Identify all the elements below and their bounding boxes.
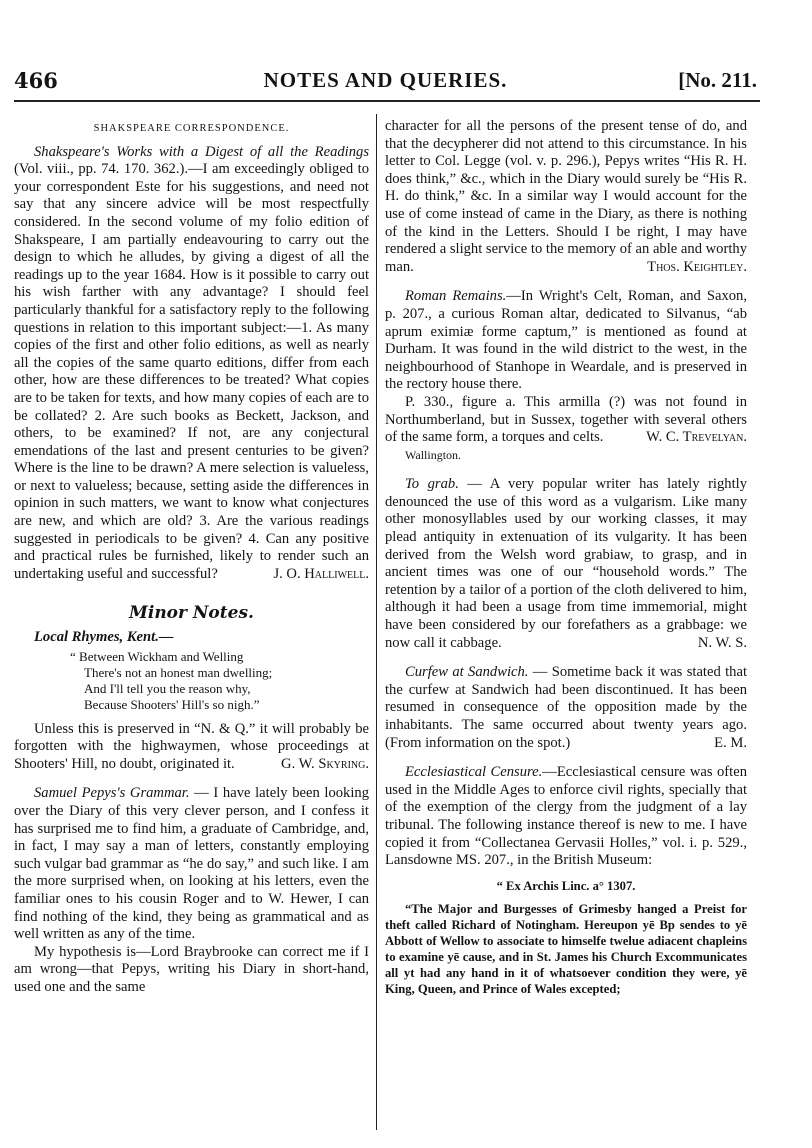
pepys-title: Samuel Pepys's Grammar. <box>34 785 190 802</box>
roman-body: —In Wright's Celt, Roman, and Saxon, p. 207., a curious Roman altar, dedicated to Silvanus, “ab aprum eximiæ forme captum,” is mentioned as found at Durham. It was found in the wild district to the west, in the neighbourhood of Stanhope in Weardale, and is preserved in the rectory house there. <box>385 288 747 393</box>
trevelyan-signature: W. C. Trevelyan. <box>646 429 747 446</box>
grab-title: To grab. <box>405 476 459 493</box>
column-divider <box>376 114 377 1130</box>
grab-signature: N. W. S. <box>697 634 747 651</box>
verse-line: There's not an honest man dwelling; <box>84 664 273 680</box>
rhymes-title-line <box>14 629 369 647</box>
rhymes-body: Unless this is preserved in “N. & Q.” it will probably be forgotten with the highwaymen, whose proceedings at Shooters' Hill, no doubt, originated it. G. W. Skyring. <box>14 720 369 772</box>
continuation-note: character for all the persons of the present tense of do, and that the decypherer did not attend to this circumstance. In his letter to Col. Legge (vol. v. p. 296.), Pepys writes “His R. H. does think,” &c., which in the Diary would surely be “His R. H. do think,” &c. In a similar way I would account for the use of come instead of came in the Diary, as there is nothing of the kind in the Letters. Should I be right, I may have rendered a slight service to the memory of an able and worthy man. Thos. Keightley. <box>385 118 747 275</box>
ecclesiastical-body: —Ecclesiastical censure was often used in the Middle Ages to enforce civil rights, specially that of the exemption of the clergy from the judgment of a lay tribunal. The following instance thereof is new to me. I have copied it from “Collectanea Gervasii Holles,” vol. i. p. 529., Lansdowne MS. 207., in the British Museum: <box>385 764 748 869</box>
roman-body-2: P. 330., figure a. This armilla (?) was not found in Northumberland, but in Sussex, together with several others of the same form, a torques and celts. W. C. Trevelyan. <box>385 393 747 446</box>
shakspeare-title: Shakspeare's Works with a Digest of all the Readings <box>34 143 369 160</box>
curfew-title: Curfew at Sandwich. <box>405 664 529 681</box>
page-number: 466 <box>14 68 58 93</box>
rhyme-verse <box>70 649 369 713</box>
journal-title: NOTES AND QUERIES. <box>263 68 508 92</box>
grab-note <box>385 476 747 652</box>
header-rule <box>14 100 760 102</box>
section-heading: SHAKSPEARE CORRESPONDENCE. <box>93 123 290 134</box>
roman-title: Roman Remains. <box>405 288 507 305</box>
shakspeare-note <box>14 144 369 584</box>
verse-line: And I'll tell you the reason why, <box>84 680 251 696</box>
ecclesiastical-title: Ecclesiastical Censure. <box>405 764 543 781</box>
trevelyan-place: Wallington. <box>405 447 462 462</box>
verse-line: “ Between Wickham and Welling <box>70 648 244 664</box>
curfew-signature: E. M. <box>714 734 747 751</box>
keightley-signature: Thos. Keightley. <box>647 258 747 275</box>
quote-body: “The Major and Burgesses of Grimesby hanged a Preist for theft called Richard of Notingham. Hereupon yē Bp sendes to yē Abbott of Wellow to associate to himselfe twelue adiacent chapleins to examine yē cause, and in St. James his Church Excommunicates all yt had any hand in it of whatsoever condition they were, yē King, Queen, and Prince of Wales excepted; <box>385 902 747 997</box>
shakspeare-body: —I am exceedingly obliged to your correspondent Este for his suggestions, and need not say that any sincere advice will be most respectfully considered. In the second volume of my folio edition of Shakspeare, I am partially endeavouring to carry out the design to which he alludes, by giving a digest of all the readings up to the year 1684. How is it possible to carry out his wish farther with any advantage? I should feel particularly thankful for a satisfactory reply to the following questions in relation to this important subject:—1. As many copies of the first and other folio editions, as well as nearly all the copies of the same quarto editions, differ from each other, how are these differences to be treated? What copies are to be taken for texts, and how many copies of each are to be collated? 2. Are such books as Beckett, Jackson, and others, to be examined? If not, are any conjectural emendations of the last and present centuries to be given? Where is the line to be drawn? A mere selection is valueless, or next to valueless; because, setting aside the differences in opinion in such matters, we want to know what conjectures are new, and which are old? 3. Are the various readings suggested in periodicals to be given? 4. Can any positive and practical rules be furnished, likely to render such an undertaking useful and successful? <box>14 161 369 582</box>
ecclesiastical-note <box>385 764 747 870</box>
roman-remains-note <box>385 288 747 394</box>
grab-body: — A very popular writer has lately rightly denounced the use of this word as a vulgarism. Like many other monosyllables used by our working classes, it may plead antiquity in extenuation of its vulgarity. It has been derived from the Welsh word grabiaw, to grasp, and in ancient times was one of our “household words.” The retention by a tailor of a portion of the cloth delivered to him, although it had been a usage from time immemorial, might have been considered by our forefathers as a grabbage: we now call it cabbage. <box>385 476 747 651</box>
right-column <box>385 118 747 997</box>
quote-heading: “ Ex Archis Linc. a° 1307. <box>496 878 636 893</box>
shakspeare-signature: J. O. Halliwell. <box>273 565 369 582</box>
issue-number: [No. 211. <box>678 68 757 92</box>
pepys-body: — I have lately been looking over the Diary of this very clever person, and I confess it has surprised me to find him, a graduate of Cambridge, and, in fact, I may say a man of letters, constantly employing such vulgar bad grammar as “he do say,” and such like. I am the more surprised when, on looking at his letters, even the familiar ones to his cousin Roger and to W. Hewer, I can find nothing of the kind, they being as grammatical and as well written as any of the time. <box>14 785 369 943</box>
verse-line: Because Shooters' Hill's so nigh.” <box>84 696 260 712</box>
minor-notes-heading: Minor Notes. <box>129 603 254 624</box>
left-column <box>14 118 369 997</box>
rhymes-signature: G. W. Skyring. <box>281 755 369 772</box>
rhymes-title: Local Rhymes, Kent.— <box>34 629 174 646</box>
running-header <box>14 68 757 98</box>
shakspeare-ref: (Vol. viii., pp. 74. 170. 362.). <box>14 161 188 178</box>
pepys-body-2: My hypothesis is—Lord Braybrooke can correct me if I am wrong—that Pepys, writing his Diary in short-hand, used one and the same <box>14 943 369 995</box>
curfew-body: — Sometime back it was stated that the curfew at Sandwich had been discontinued. It has been resumed in consequence of the opposition made by the inhabitants. The same occurred about twenty years ago. (From information on the spot.) <box>385 664 748 751</box>
pepys-note <box>14 785 369 943</box>
curfew-note <box>385 664 747 752</box>
